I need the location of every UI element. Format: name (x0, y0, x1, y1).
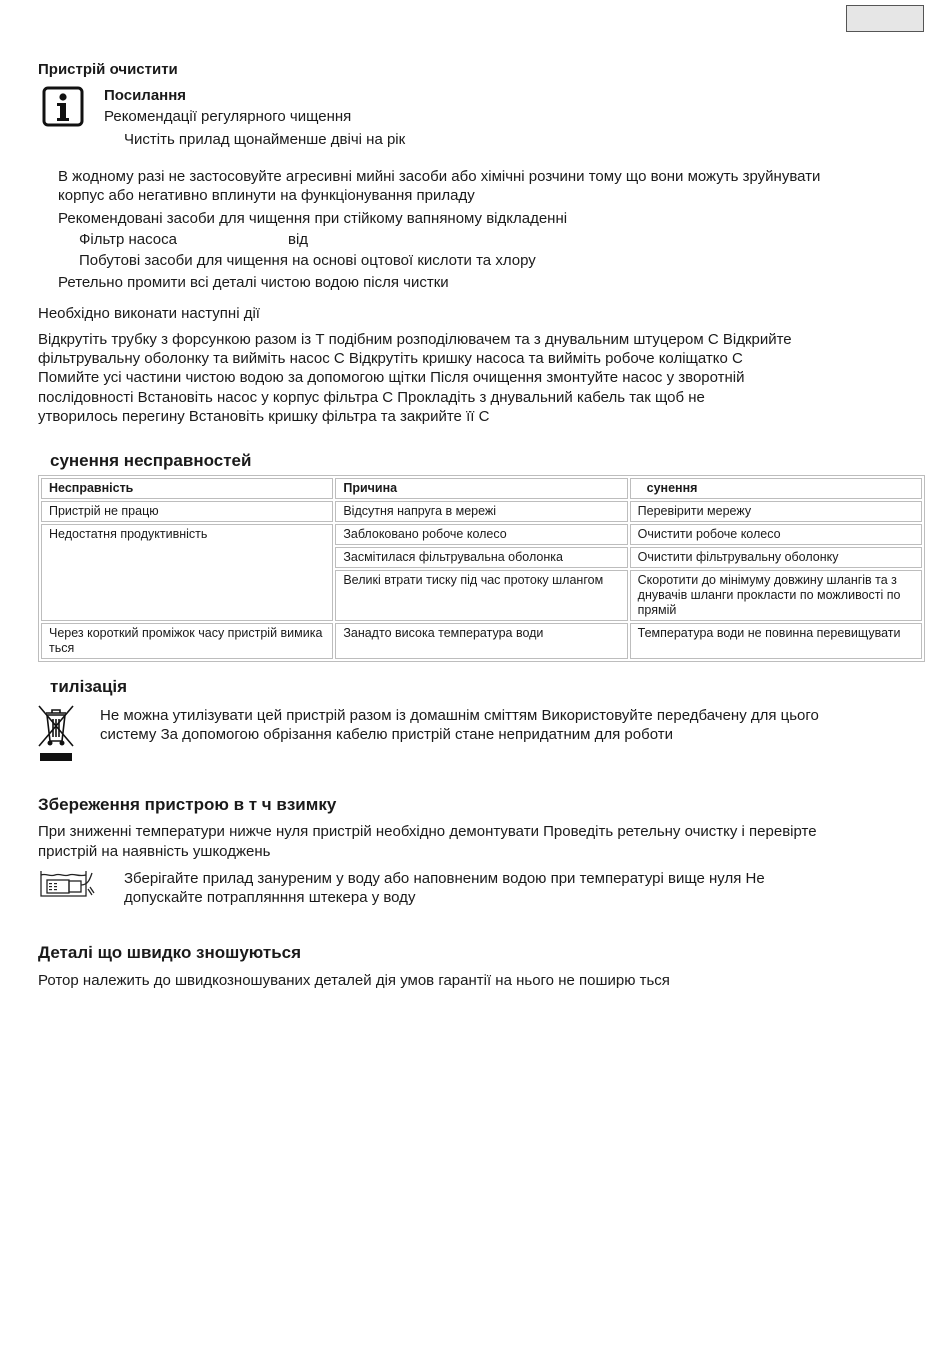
troubleshooting-table (38, 475, 925, 662)
column-header-fix: сунення (630, 478, 922, 499)
info-line-2: Чистіть прилад щонайменше двічі на рік (124, 131, 406, 148)
info-heading: Посилання (104, 87, 187, 104)
steps-line: фільтрувальну оболонку та вийміть насос C Відкрутіть кришку насоса та вийміть робоче коліщатко C (38, 350, 743, 367)
storage-note-2: допускайте потраплянння штекера у воду (124, 889, 416, 906)
section-title-cleaning: Пристрій очистити (38, 61, 178, 78)
warning-line-3: Рекомендовані засоби для чищення при стійкому вапняному відкладенні (58, 210, 568, 227)
fix-cell: Перевірити мережу (630, 501, 922, 522)
warning-line-6: Ретельно промити всі деталі чистою водою після чистки (58, 274, 449, 291)
troubleshooting-heading: сунення несправностей (50, 451, 252, 470)
cause-cell: Засмітилася фільтрувальна оболонка (335, 547, 627, 568)
cause-cell: Занадто висока температура води (335, 623, 627, 659)
warning-line-1: В жодному разі не застосовуйте агресивні мийні засоби або хімічні розчини тому що вони можуть зруйнувати (58, 168, 821, 185)
cause-cell: Заблоковано робоче колесо (335, 524, 627, 545)
info-line-1: Рекомендації регулярного чищення (104, 108, 352, 125)
wear-parts-heading: Деталі що швидко зношуються (38, 943, 302, 962)
steps-line: послідовності Встановіть насос у корпус фільтра C Прокладіть з днувальний кабель так щоб не (38, 389, 705, 406)
cause-cell: Великі втрати тиску під час протоку шлангом (335, 570, 627, 621)
column-header-cause: Причина (335, 478, 627, 499)
disposal-line-1: Не можна утилізувати цей пристрій разом із домашнім сміттям Використовуйте передбачену для цього (100, 707, 819, 724)
disposal-heading: тилізація (50, 677, 128, 696)
storage-heading: Збереження пристрою в т ч взимку (38, 795, 337, 814)
steps-intro: Необхідно виконати наступні дії (38, 305, 260, 322)
storage-line-1: При зниженні температури нижче нуля пристрій необхідно демонтувати Проведіть ретельну очистку і перевірте (38, 823, 817, 840)
table-row (41, 623, 922, 659)
fix-cell: Скоротити до мінімуму довжину шлангів та з днувачів шланги прокласти по можливості по прямій (630, 570, 922, 621)
page-number-box (846, 5, 924, 32)
fix-cell: Очистити робоче колесо (630, 524, 922, 545)
warning-line-2: корпус або негативно вплинути на функціонування приладу (58, 187, 475, 204)
fix-cell: Температура води не повинна перевищувати (630, 623, 922, 659)
table-header-row (41, 478, 922, 499)
cause-cell: Відсутня напруга в мережі (335, 501, 627, 522)
crossed-bin-icon (36, 703, 76, 763)
filter-value: від (288, 231, 309, 248)
info-icon (42, 86, 84, 127)
storage-line-2: пристрій на наявність ушкоджень (38, 843, 271, 860)
steps-line: Відкрутіть трубку з форсункою разом із Т подібним розподілювачем та з днувальним штуцером C Відкрийте (38, 331, 792, 348)
storage-note-1: Зберігайте прилад зануреним у воду або наповненим водою при температурі вище нуля Не (124, 870, 765, 887)
disposal-line-2: систему За допомогою обрізання кабелю пристрій стане непридатним для роботи (100, 726, 673, 743)
fault-cell: Пристрій не працю (41, 501, 333, 522)
warning-line-5: Побутові засоби для чищення на основі оцтової кислоти та хлору (79, 252, 536, 269)
pump-in-water-icon (38, 867, 96, 899)
table-row (41, 524, 922, 545)
fix-cell: Очистити фільтрувальну оболонку (630, 547, 922, 568)
wear-parts-text: Ротор належить до швидкозношуваних деталей дія умов гарантії на нього не поширю ться (38, 972, 670, 989)
filter-label: Фільтр насоса (79, 231, 177, 248)
fault-cell: Через короткий проміжок часу пристрій вимика ться (41, 623, 333, 659)
steps-line: Помийте усі частини чистою водою за допомогою щітки Після очищення змонтуйте насос у зворотній (38, 369, 745, 386)
table-row (41, 501, 922, 522)
column-header-fault: Несправність (41, 478, 333, 499)
steps-line: утворилось перегину Встановіть кришку фільтра та закрийте її C (38, 408, 490, 425)
fault-cell: Недостатня продуктивність (41, 524, 333, 621)
